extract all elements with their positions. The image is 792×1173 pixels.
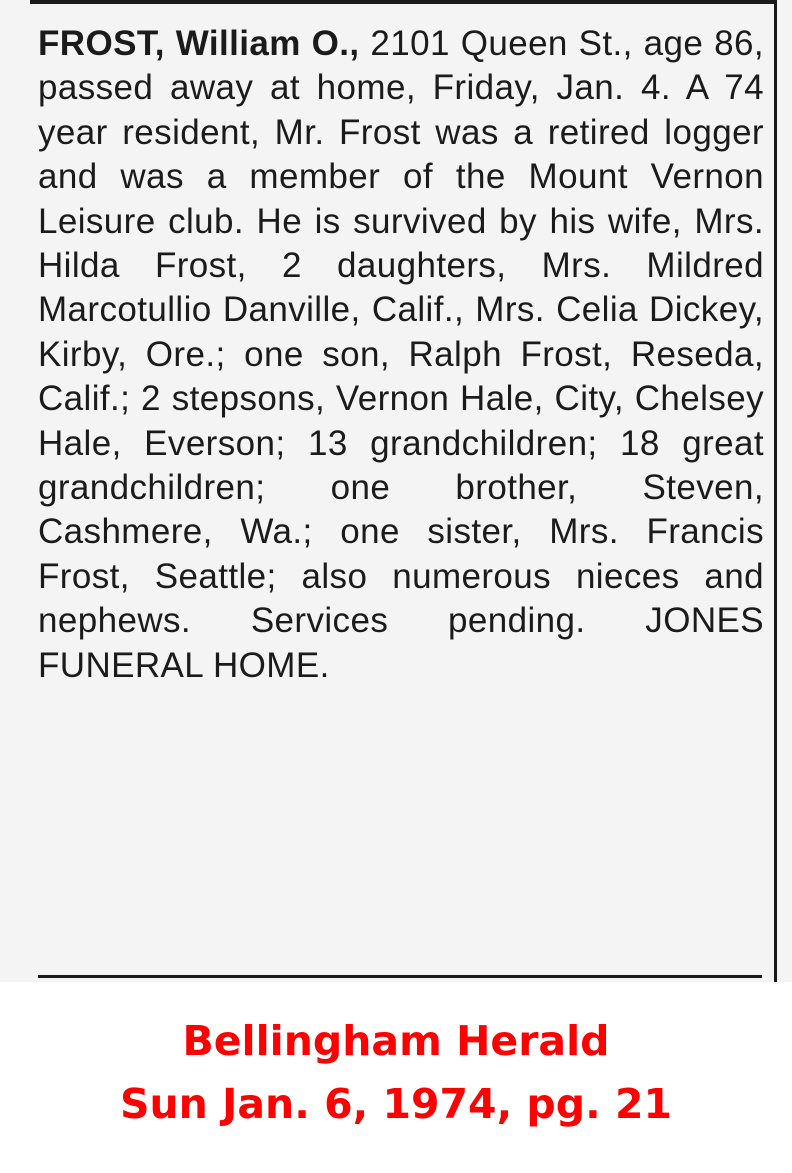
obituary-text	[38, 22, 764, 688]
publication-name: Bellingham Herald	[182, 1017, 610, 1065]
column-bottom-rule	[38, 975, 762, 978]
source-caption	[0, 1010, 792, 1136]
obituary-lead-name: FROST, William O.,	[38, 24, 360, 63]
column-top-rule	[30, 0, 775, 4]
obituary-body: 2101 Queen St., age 86, passed away at home, Friday, Jan. 4. A 74 year resident, Mr. Frost was a retired logger and was a member of the Mount Vernon Leisure club. He is survived by his wife, Mrs. Hilda Frost, 2 daughters, Mrs. Mildred Marcotullio Danville, Calif., Mrs. Celia Dickey, Kirby, Ore.; one son, Ralph Frost, Reseda, Calif.; 2 stepsons, Vernon Hale, City, Chelsey Hale, Everson; 13 grandchildren; 18 great grandchildren; one brother, Steven, Cashmere, Wa.; one sister, Mrs. Francis Frost, Seattle; also numerous nieces and nephews. Services pending. JONES FUNERAL HOME.	[38, 24, 764, 685]
column-right-rule	[774, 0, 777, 982]
publication-date: Sun Jan. 6, 1974, pg. 21	[119, 1080, 673, 1128]
